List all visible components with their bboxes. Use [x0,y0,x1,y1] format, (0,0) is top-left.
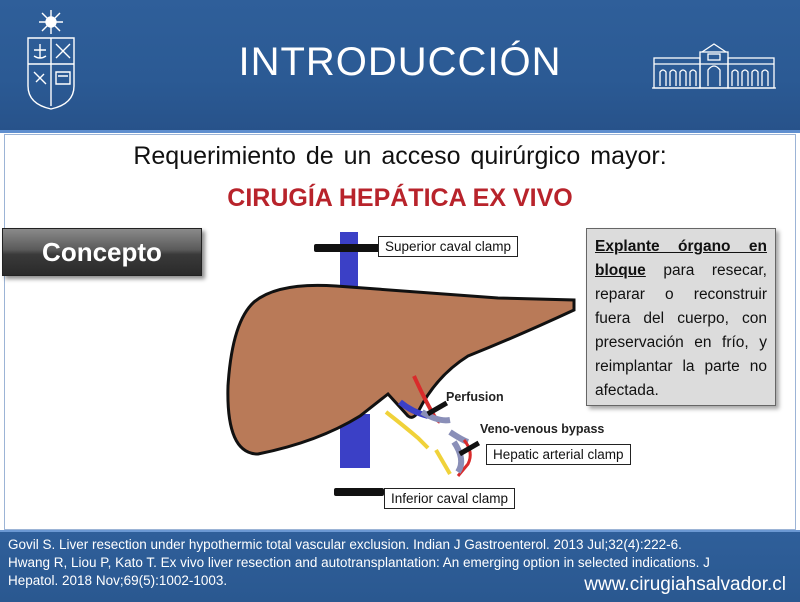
slide-heading: CIRUGÍA HEPÁTICA EX VIVO [227,184,573,212]
portal-lower [454,442,461,472]
bile-duct [386,412,428,448]
citation-line-3: Hepatol. 2018 Nov;69(5):1002-1003. [8,573,228,588]
citation-line-2: Hwang R, Liou P, Kato T. Ex vivo liver resection and autotransplantation: An emerging option in selected indications. J [8,555,710,570]
vena-cava-upper [340,232,358,292]
liver-diagram [218,226,638,526]
website-link[interactable]: www.cirugiahsalvador.cl [584,574,786,595]
superior-clamp-label: Superior caval clamp [378,236,518,257]
concept-badge: Concepto [2,228,202,276]
bypass-label: Veno-venous bypass [480,422,605,436]
bypass-tube [422,412,468,442]
perfusion-label: Perfusion [446,390,504,404]
inferior-clamp [334,488,384,496]
citation-line-1: Govil S. Liver resection under hypothermic total vascular exclusion. Indian J Gastroenterol. 2013 Jul;32(4):222-6. [8,537,682,552]
arterial-clamp-label: Hepatic arterial clamp [486,444,631,465]
bile-lower [436,450,450,474]
superior-clamp [314,244,380,252]
slide-subtitle: Requerimiento de un acceso quirúrgico mayor: [133,142,667,170]
liver-illustration [218,226,638,526]
definition-bold: Explante órgano en bloque [595,238,767,279]
page-title: INTRODUCCIÓN [238,40,562,84]
inferior-clamp-label: Inferior caval clamp [384,488,515,509]
definition-text: para resecar, reparar o reconstruir fuera del cuerpo, con preservación en frío, y reimplantar la parte no afectada. [595,262,767,399]
header-divider [0,130,800,133]
